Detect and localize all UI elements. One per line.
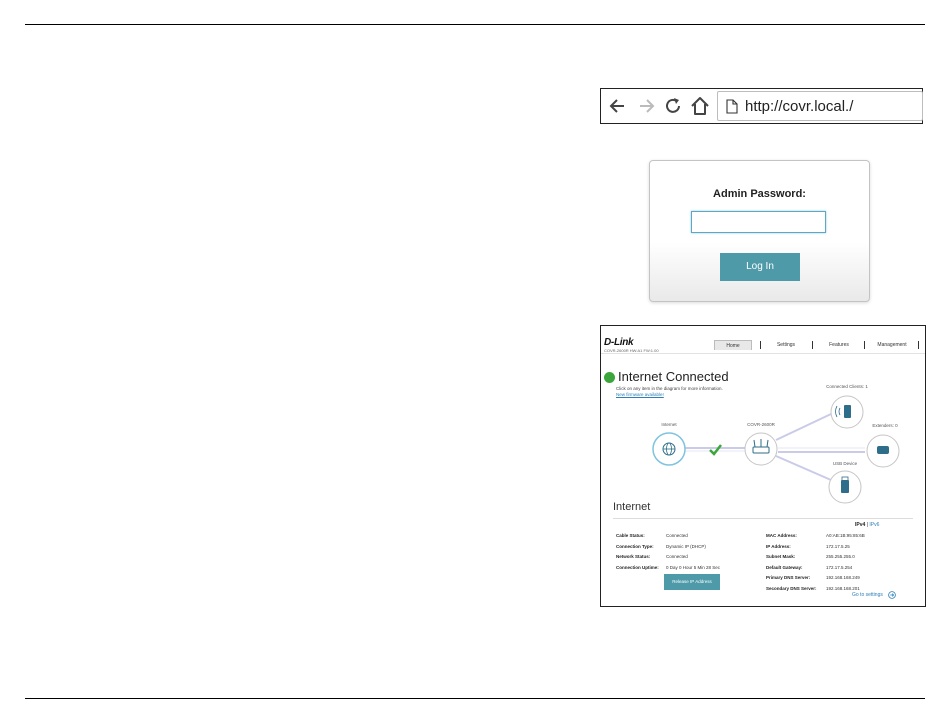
- top-rule: [25, 24, 925, 25]
- info-value: 172.17.5.254: [826, 564, 853, 570]
- info-row: [616, 531, 720, 542]
- info-key: Cable Status:: [616, 533, 645, 538]
- usb-label: USB Device: [832, 461, 858, 466]
- info-value: 192.168.168.249: [826, 575, 860, 580]
- status-title: Internet Connected: [618, 369, 729, 384]
- info-row: [766, 573, 865, 584]
- page-icon: [726, 99, 738, 114]
- url-text: http://covr.local./: [745, 98, 854, 115]
- router-home-screenshot: [600, 325, 926, 607]
- password-field[interactable]: [691, 211, 826, 233]
- diagram-hint: Click on any item in the diagram for more information.: [616, 386, 723, 391]
- network-diagram: [601, 326, 926, 506]
- info-key: Connection Uptime:: [616, 564, 659, 570]
- info-value: A0:AB:1B:95:85:6B: [826, 533, 865, 538]
- clients-label: Connected Clients: 1: [826, 384, 868, 389]
- info-row: [766, 542, 865, 553]
- info-row: [766, 531, 865, 542]
- password-label: Admin Password:: [713, 188, 806, 200]
- info-value: 255.255.255.0: [826, 554, 855, 559]
- info-key: Primary DNS Server:: [766, 575, 811, 580]
- left-info-table: [616, 531, 720, 573]
- info-row: [766, 552, 865, 563]
- info-value: 172.17.5.25: [826, 543, 850, 549]
- router-node[interactable]: [745, 433, 777, 465]
- tab-management[interactable]: Management: [877, 342, 907, 348]
- login-panel: [649, 160, 870, 302]
- info-row: [616, 563, 720, 574]
- internet-section-title: Internet: [613, 501, 651, 513]
- info-value: 0 Day 0 Hour 5 Min 28 Sec: [666, 564, 721, 570]
- extenders-node[interactable]: [867, 435, 899, 467]
- info-row: [766, 584, 865, 595]
- info-key: Connection Type:: [616, 543, 654, 549]
- info-key: IP Address:: [766, 543, 791, 549]
- info-key: Default Gateway:: [766, 564, 803, 570]
- extenders-label: Extenders: 0: [872, 423, 898, 428]
- reload-icon[interactable]: [662, 95, 684, 117]
- tab-home[interactable]: Home: [714, 340, 752, 350]
- right-info-table: [766, 531, 865, 594]
- bottom-rule: [25, 698, 925, 699]
- info-value: Connected: [666, 533, 688, 538]
- ipv6-tab[interactable]: IPv6: [869, 522, 880, 528]
- info-key: MAC Address:: [766, 533, 797, 538]
- firmware-link[interactable]: New firmware available!: [616, 392, 664, 397]
- clients-node[interactable]: [831, 396, 863, 428]
- login-button[interactable]: Log In: [720, 253, 800, 281]
- internet-node[interactable]: [653, 433, 685, 465]
- model-info: COVR-2600R HW:A1 FW:1.00: [604, 348, 659, 353]
- go-to-settings-link[interactable]: Go to settings: [852, 592, 883, 598]
- info-key: Secondary DNS Server:: [766, 585, 817, 591]
- connected-check-icon: [710, 445, 721, 454]
- info-key: Subnet Mask:: [766, 554, 796, 559]
- info-row: [616, 552, 720, 563]
- arrow-circle-icon[interactable]: [888, 591, 896, 599]
- ipv4-tab[interactable]: IPv4: [855, 522, 866, 528]
- section-divider: [613, 518, 913, 519]
- info-row: [616, 542, 720, 553]
- router-label: COVR-2600R: [747, 422, 775, 427]
- internet-label: Internet: [661, 422, 677, 427]
- info-value: Connected: [666, 554, 688, 559]
- browser-toolbar: [600, 88, 923, 124]
- dlink-logo: D-Link: [604, 337, 634, 348]
- ip-version-switch: [855, 522, 879, 528]
- address-bar[interactable]: [717, 91, 923, 121]
- forward-arrow-icon[interactable]: [635, 95, 657, 117]
- tab-features[interactable]: Features: [829, 342, 849, 348]
- home-icon[interactable]: [689, 95, 711, 117]
- back-arrow-icon[interactable]: [607, 95, 629, 117]
- info-key: Network Status:: [616, 554, 651, 559]
- release-ip-button[interactable]: Release IP Address: [664, 574, 720, 590]
- info-value: Dynamic IP (DHCP): [666, 543, 706, 549]
- info-row: [766, 563, 865, 574]
- tab-settings[interactable]: Settings: [776, 342, 796, 348]
- ipv-separator: |: [866, 522, 868, 528]
- usb-node[interactable]: [829, 471, 861, 503]
- info-value: 192.168.168.201: [826, 585, 860, 591]
